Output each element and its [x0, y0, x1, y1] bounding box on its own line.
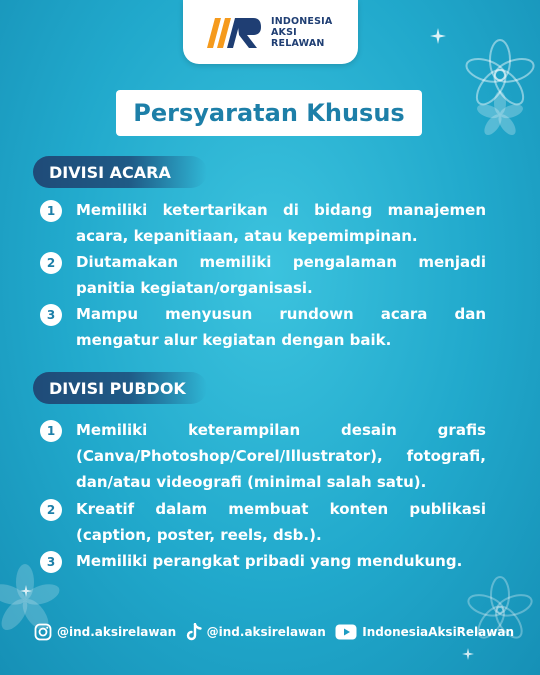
section-heading-pubdok: DIVISI PUBDOK — [33, 372, 207, 404]
logo-card — [183, 0, 358, 64]
brand-name-line: INDONESIA — [271, 15, 333, 27]
brand-name-line: AKSI — [271, 26, 297, 38]
item-text: Diutamakan memiliki pengalaman menjadi panitia kegiatan/organisasi. — [76, 253, 486, 297]
sparkle-icon — [462, 648, 474, 660]
item-number: 3 — [40, 304, 62, 326]
item-text: Kreatif dalam membuat konten publikasi (caption, poster, reels, dsb.). — [76, 500, 486, 544]
item-text: Memiliki keterampilan desain grafis (Canva/Photoshop/Corel/Illustrator), fotografi, dan/atau videografi (minimal salah satu). — [76, 421, 486, 491]
item-text: Mampu menyusun rundown acara dan mengatur alur kegiatan dengan baik. — [76, 305, 486, 349]
instagram-link[interactable] — [34, 623, 176, 641]
youtube-link[interactable] — [335, 624, 514, 640]
instagram-handle: @ind.aksirelawan — [57, 625, 177, 639]
section-heading-acara: DIVISI ACARA — [33, 156, 207, 188]
social-footer — [34, 621, 514, 643]
list-item — [40, 197, 486, 249]
item-number: 3 — [40, 551, 62, 573]
tiktok-icon — [186, 623, 202, 641]
item-text: Memiliki perangkat pribadi yang mendukung. — [76, 552, 463, 570]
flower-decoration-top-right-2 — [470, 85, 530, 145]
brand-name — [271, 16, 332, 49]
item-number: 1 — [40, 420, 62, 442]
list-item — [40, 548, 486, 574]
item-number: 2 — [40, 499, 62, 521]
page-title: Persyaratan Khusus — [133, 99, 405, 127]
brand-name-line: RELAWAN — [271, 37, 325, 49]
tiktok-link[interactable] — [186, 623, 326, 641]
page-title-box — [116, 90, 422, 136]
sparkle-icon — [20, 585, 32, 597]
tiktok-handle: @ind.aksirelawan — [206, 625, 326, 639]
sparkle-icon — [430, 28, 446, 44]
item-number: 2 — [40, 252, 62, 274]
brand-logo-icon — [203, 14, 263, 50]
flower-decoration-bottom-right — [440, 560, 540, 660]
youtube-channel: IndonesiaAksiRelawan — [362, 625, 514, 639]
item-number: 1 — [40, 200, 62, 222]
flower-decoration-top-right — [420, 20, 540, 140]
youtube-icon — [335, 624, 357, 640]
list-item — [40, 417, 486, 495]
instagram-icon — [34, 623, 52, 641]
item-text: Memiliki ketertarikan di bidang manajemen acara, kepanitiaan, atau kepemimpinan. — [76, 201, 486, 245]
list-item — [40, 496, 486, 548]
list-item — [40, 301, 486, 353]
list-item — [40, 249, 486, 301]
